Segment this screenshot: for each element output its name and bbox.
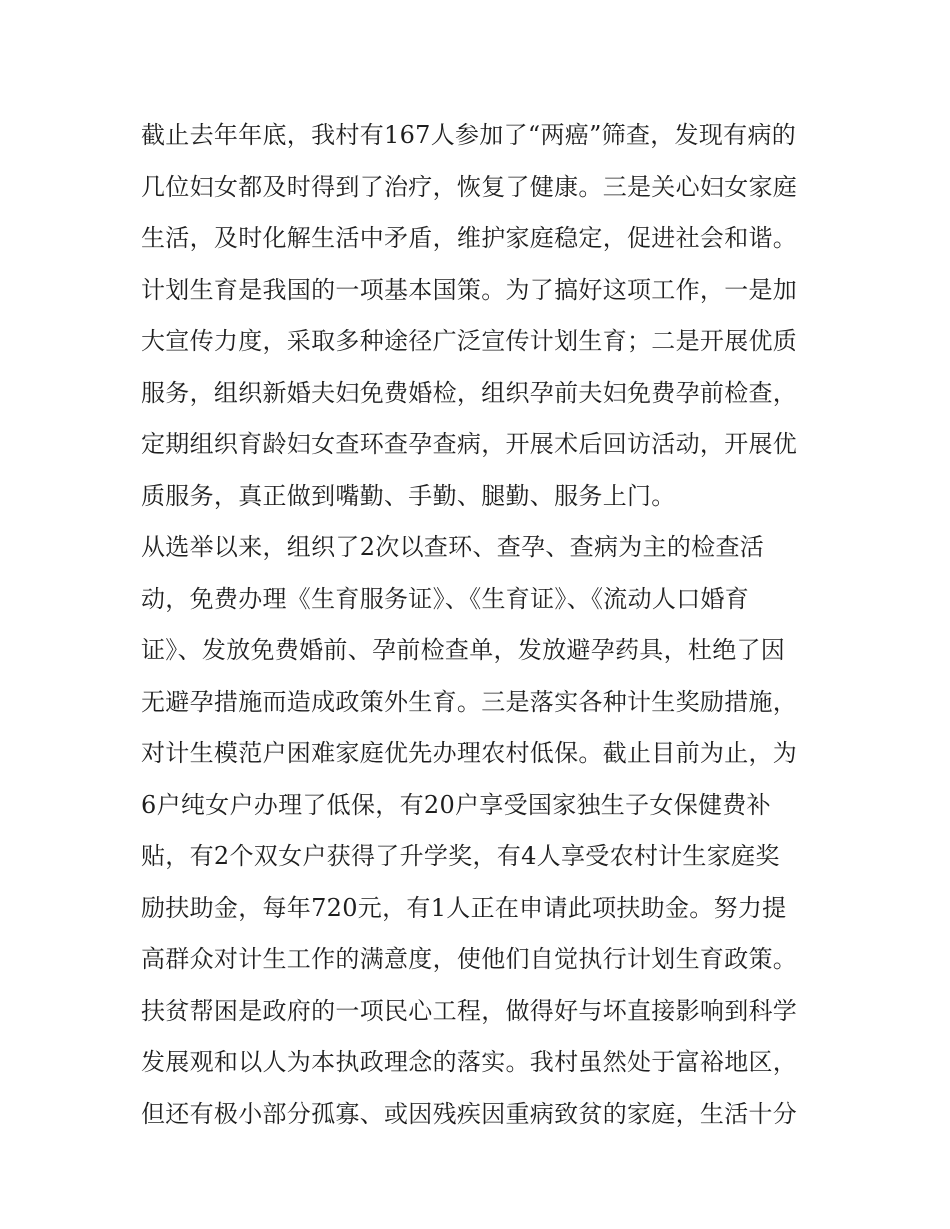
text-line: 服务，组织新婚夫妇免费婚检，组织孕前夫妇免费孕前检查， (141, 378, 798, 407)
text-line: 扶贫帮困是政府的一项民心工程，做得好与坏直接影响到科学 (141, 996, 798, 1025)
text-line: 证》、发放免费婚前、孕前检查单，发放避孕药具，杜绝了因 (141, 636, 786, 664)
text-line: 从选举以来，组织了2次以查环、查孕、查病为主的检查活 (141, 533, 765, 561)
text-line: 励扶助金，每年720元，有1人正在申请此项扶助金。努力提 (141, 893, 787, 922)
text-line: 定期组织育龄妇女查环查孕查病，开展术后回访活动，开展优 (141, 430, 798, 458)
text-line: 截止去年年底，我村有167人参加了“两癌”筛查，发现有病的 (141, 121, 797, 149)
text-line: 6户纯女户办理了低保，有20户享受国家独生子女保健费补 (141, 790, 771, 819)
document-body (141, 110, 821, 1140)
text-line: 对计生模范户困难家庭优先办理农村低保。截止目前为止，为 (141, 739, 798, 767)
text-line: 动，免费办理《生育服务证》、《生育证》、《流动人口婚育 (141, 584, 750, 613)
text-line: 几位妇女都及时得到了治疗，恢复了健康。三是关心妇女家庭 (141, 172, 798, 201)
text-line: 发展观和以人为本执政理念的落实。我村虽然处于富裕地区， (141, 1048, 798, 1076)
text-line: 贴，有2个双女户获得了升学奖，有4人享受农村计生家庭奖 (141, 842, 780, 870)
text-line: 计划生育是我国的一项基本国策。为了搞好这项工作，一是加 (141, 275, 798, 304)
text-line: 高群众对计生工作的满意度，使他们自觉执行计划生育政策。 (141, 945, 798, 973)
text-line: 大宣传力度，采取多种途径广泛宣传计划生育；二是开展优质 (141, 327, 798, 355)
text-line: 生活，及时化解生活中矛盾，维护家庭稳定，促进社会和谐。 (141, 224, 798, 252)
text-line: 质服务，真正做到嘴勤、手勤、腿勤、服务上门。 (141, 481, 676, 510)
text-line: 但还有极小部分孤寡、或因残疾因重病致贫的家庭，生活十分 (141, 1099, 798, 1128)
text-line: 无避孕措施而造成政策外生育。三是落实各种计生奖励措施， (141, 687, 798, 716)
